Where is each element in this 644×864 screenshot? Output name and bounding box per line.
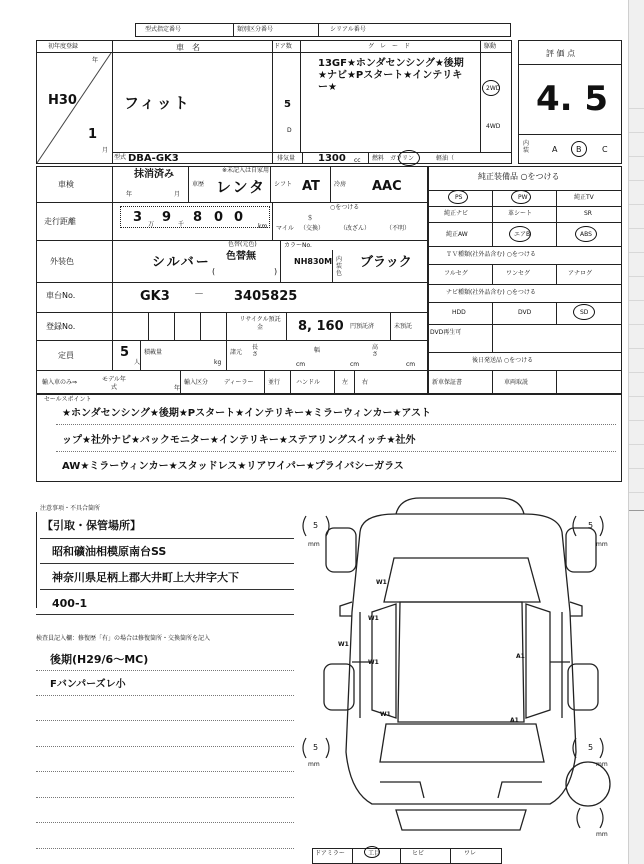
drive-4wd: 4WD: [486, 123, 501, 130]
damage-w1-rear: W1: [380, 711, 391, 718]
inspector-line-2: Fバンパーズレ小: [50, 679, 126, 690]
damage-a1-right: A1: [516, 653, 525, 660]
import-only-label: 輸入車のみ⇒: [42, 379, 78, 386]
history-value: レンタ: [216, 178, 267, 196]
inspector-line-1: 後期(H29/6～MC): [50, 653, 149, 666]
interior-label: 内装: [523, 140, 530, 154]
door-count-label: ドア数: [274, 43, 292, 50]
tire-rl-mm: mm: [308, 761, 320, 768]
navi-dvd: DVD: [518, 309, 532, 316]
int-color-value: ブラック: [360, 255, 412, 270]
id-row: [135, 23, 511, 37]
mirror-label: ドアミラー: [315, 850, 345, 857]
car-name-label: 車 名: [176, 43, 200, 52]
chassis-prefix: GK3: [140, 289, 170, 304]
handle-left: 左: [342, 379, 349, 386]
unknown-label: （不明）: [386, 225, 411, 232]
color-change-paren-close: ): [274, 267, 278, 276]
class-number-label: 類別区分番号: [237, 26, 274, 33]
color-change-value: 色替無: [226, 251, 256, 262]
persons-unit: 人: [134, 359, 141, 366]
chassis-number: 3405825: [234, 289, 298, 304]
score-value: 4. 5: [536, 79, 609, 119]
equip-sr: SR: [584, 210, 592, 217]
month-unit: 月: [102, 147, 109, 154]
capacity-value: 5: [120, 345, 130, 360]
hei-cm: cm: [406, 361, 416, 368]
reg-era-value: H30: [48, 93, 77, 108]
color-change-paren-open: (: [212, 267, 216, 276]
mile-unit: マイル: [276, 225, 294, 232]
navi-sd: SD: [580, 309, 589, 316]
mileage-digit-4: 0: [214, 210, 224, 225]
sales-point-line-3: AW★ミラーウィンカー★スタッドレス★リアワイパー★プライバシーガラス: [62, 461, 404, 472]
interior-grade-b: B: [576, 145, 582, 154]
grade-value: 13GF★ホンダセンシング★後期★ナビ★Pスタート★インテリキー★: [318, 58, 464, 93]
dvd-play-label: DVD再生可: [430, 329, 462, 336]
equip-tv: 純正TV: [574, 194, 594, 201]
warranty-label: 新車保証書: [432, 379, 463, 386]
car-name-value: フィット: [124, 94, 191, 112]
wid-cm: cm: [350, 361, 360, 368]
interior-grade-c: C: [602, 145, 608, 154]
sales-point-line-2: ップ★社外ナビ★バックモニター★インテリキー★ステアリングスイッチ★社外: [62, 435, 416, 446]
model-year-unit: 年: [174, 385, 181, 392]
import-type-label: 輸入区分: [184, 379, 209, 386]
tampered-label: （改ざん）: [340, 225, 371, 232]
note-line-3: 神奈川県足柄上郡大井町上大井字大下: [52, 571, 239, 584]
tv-type-header: ＴＶ種類(社外品含む) ○をつける: [446, 251, 536, 258]
damage-a1-right-rear: A1: [510, 717, 519, 724]
fuel-gas: ガソリン: [390, 155, 415, 162]
inspection-value: 抹消済み: [134, 169, 174, 180]
tire-fr-mm: mm: [596, 541, 608, 548]
side-scrollbar[interactable]: [628, 0, 644, 864]
handle-right: 右: [362, 379, 369, 386]
len-cm: cm: [296, 361, 306, 368]
ext-color-label: 外装色: [50, 257, 74, 266]
equip-airbag-circle: [509, 226, 531, 242]
ext-color-value: シルバー: [152, 255, 211, 270]
width-label: 幅: [314, 347, 321, 354]
tire-fl-depth: 5: [313, 521, 319, 530]
drive-2wd-circle: [482, 80, 500, 96]
recycle-label: リサイクル預託金: [239, 316, 281, 331]
note-line-2: 昭和礦油相模原南台SS: [52, 545, 167, 558]
reg-diagonal: [37, 53, 112, 164]
tire-fl-mm: mm: [308, 541, 320, 548]
tire-rr-mm: mm: [596, 761, 608, 768]
damage-w1-roof: W1: [368, 659, 379, 666]
recycle-value: 8, 160: [298, 319, 344, 334]
fuel-label: 燃料: [372, 155, 385, 162]
shift-value: AT: [302, 179, 320, 194]
dims-label: 諸元: [230, 349, 243, 356]
later-parts-header: 後日発送品 ○をつける: [472, 357, 534, 364]
chassis-label: 車台No.: [46, 291, 76, 300]
equip-ps-circle: [448, 190, 468, 204]
sales-point-line-1: ★ホンダセンシング★後期★Pスタート★インテリキー★ミラーウィンカー★アスト: [62, 408, 432, 419]
mileage-digit-5: 0: [234, 210, 244, 225]
equip-pw: PW: [518, 194, 528, 201]
tv-fullseg: フルセグ: [444, 270, 468, 277]
load-label: 積載量: [144, 349, 163, 356]
not-deposit-label: 未預託: [394, 323, 413, 330]
mileage-digit-3: 8: [193, 210, 203, 225]
mirror-circle: [364, 846, 380, 858]
note-line-4: 400-1: [52, 597, 88, 610]
type-number-label: 型式指定番号: [145, 26, 182, 33]
capacity-label: 定員: [58, 351, 74, 360]
equip-header: 純正装備品 ○をつける: [478, 172, 560, 181]
detail-block: [36, 166, 428, 394]
car-damage-diagram: [300, 492, 626, 848]
chassis-dash: －: [194, 289, 204, 300]
door-d: D: [287, 127, 292, 134]
history-note: ※未記入は自家用: [222, 167, 270, 174]
deposit-label: 円預託済: [350, 323, 375, 330]
equip-leather: 革シート: [508, 210, 533, 217]
circle-instruction: ○をつける: [330, 204, 360, 211]
equip-abs-circle: [575, 226, 597, 242]
tire-rl-depth: 5: [313, 743, 319, 752]
mirror-hibi: ヒビ: [412, 850, 425, 857]
insp-month: 月: [174, 191, 181, 198]
drive-2wd: 2WD: [486, 85, 501, 92]
damage-w1-hood: W1: [376, 579, 387, 586]
color-change-label: 色替(元色): [228, 241, 257, 248]
model-label: 型式: [114, 154, 127, 161]
damage-w1-left-front: W1: [338, 641, 349, 648]
score-label: 評 価 点: [546, 49, 576, 58]
serial-label: シリアル番号: [330, 26, 366, 33]
interior-grade-a: A: [552, 145, 558, 154]
color-code-label: カラーNo.: [284, 242, 312, 249]
displacement-label: 排気量: [277, 155, 296, 162]
equip-abs: ABS: [580, 231, 592, 238]
tire-rr-depth: 5: [588, 743, 594, 752]
int-color-label: 内装色: [336, 256, 343, 277]
km-unit: km: [258, 223, 268, 230]
tv-analog: アナログ: [568, 270, 593, 277]
damage-w1-windshield: W1: [368, 615, 379, 622]
fuel-light: 軽油（: [436, 155, 455, 162]
exchanged-label: （交換）: [300, 225, 325, 232]
shift-label: シフト: [274, 181, 293, 188]
reg-no-label: 登録No.: [46, 322, 76, 331]
inspector-header: 検査員記入欄：修復歴「有」の場合は修復箇所・交換箇所を記入: [36, 635, 211, 642]
year-unit: 年: [92, 57, 99, 64]
height-label: 高さ: [372, 344, 379, 358]
model-value: DBA-GK3: [128, 153, 179, 164]
fuel-gas-circle: [398, 150, 420, 166]
equip-ps: PS: [455, 194, 463, 201]
drive-label: 駆動: [484, 43, 497, 50]
cc-unit: cc: [354, 157, 361, 164]
inspection-label: 車検: [58, 180, 74, 189]
spare-mm: mm: [596, 831, 608, 838]
mirror-ware: ワレ: [464, 850, 477, 857]
color-code-value: NH830M: [294, 257, 333, 266]
interior-b-circle: [571, 141, 587, 157]
equip-pw-circle: [511, 190, 531, 204]
navi-sd-circle: [573, 304, 595, 320]
kg-unit: kg: [214, 359, 222, 366]
mileage-digit-2: 9: [162, 210, 172, 225]
navi-hdd: HDD: [452, 309, 466, 316]
length-label: 長さ: [252, 344, 259, 358]
note-line-1: 【引取・保管場所】: [42, 519, 141, 532]
mileage-digit-1: 3: [133, 210, 143, 225]
grade-label: グ レ ー ド: [368, 43, 411, 50]
mileage-label: 走行距離: [44, 217, 76, 226]
equip-airbag: エアB: [514, 231, 531, 238]
aircon-label: 冷房: [334, 181, 347, 188]
equip-aw: 純正AW: [446, 231, 468, 238]
model-year-label: モデル年式: [102, 376, 126, 391]
parallel-label: 並行: [268, 379, 281, 386]
navi-type-header: ナビ種類(社外品含む) ○をつける: [446, 289, 536, 296]
man-unit: 万: [148, 221, 155, 228]
handle-label: ハンドル: [296, 379, 321, 386]
dealer-label: ディーラー: [224, 379, 254, 386]
reg-month-value: 1: [88, 127, 98, 142]
manual-label: 車両取説: [504, 379, 529, 386]
notes-header: 注意事項・不具合箇所: [40, 505, 101, 512]
history-label: 車歴: [192, 181, 205, 188]
equip-navi: 純正ナビ: [444, 210, 469, 217]
door-count-value: 5: [284, 99, 291, 110]
mirror-kou: 工目: [368, 850, 381, 857]
aircon-value: AAC: [372, 179, 402, 194]
sales-point-label: セールスポイント: [44, 396, 92, 403]
tv-oneseg: ワンセグ: [506, 270, 531, 277]
insp-year: 年: [126, 191, 133, 198]
tire-fr-depth: 5: [588, 521, 594, 530]
sen-unit: 千: [178, 221, 185, 228]
displacement-value: 1300: [318, 153, 346, 164]
first-reg-label: 初年度登録: [48, 43, 79, 50]
exchanged-dollar: ＄: [307, 215, 314, 222]
